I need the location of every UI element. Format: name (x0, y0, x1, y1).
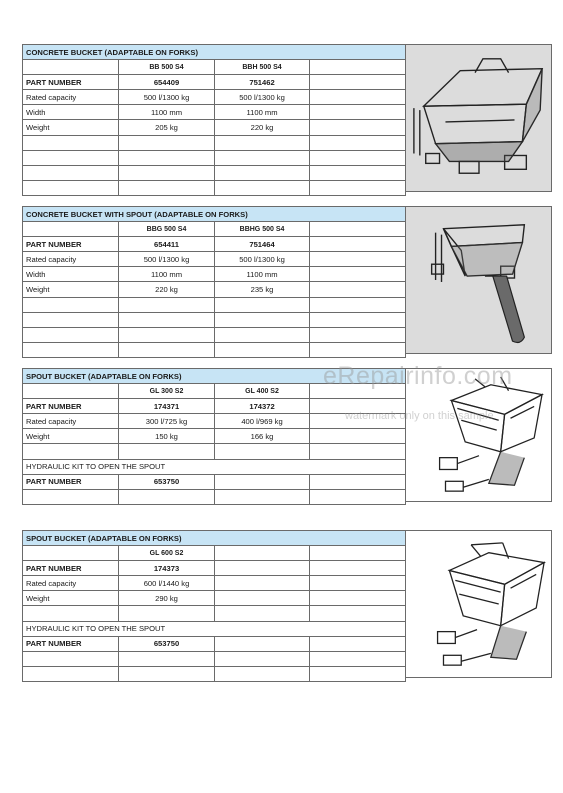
watermark-subtext: watermark only on this sample (345, 410, 494, 422)
model-name: BBG 500 S4 (119, 222, 215, 237)
section-title: SPOUT BUCKET (ADAPTABLE ON FORKS) (23, 369, 310, 384)
cell-value: 600 l/1440 kg (119, 576, 215, 591)
kit-part-number: 653750 (119, 474, 215, 489)
part-number: 654411 (119, 237, 215, 252)
part-number-label: PART NUMBER (23, 399, 119, 414)
cell-value: 220 kg (215, 120, 310, 135)
large-spout-bucket-drawing (406, 531, 551, 677)
section-title: SPOUT BUCKET (ADAPTABLE ON FORKS) (23, 531, 310, 546)
watermark-text: eRepairinfo.com (323, 362, 513, 390)
section-concrete-bucket-with-spout (22, 206, 552, 354)
section-large-spout-bucket (22, 530, 552, 678)
part-number-label: PART NUMBER (23, 561, 119, 576)
cell-value: 1100 mm (119, 267, 215, 282)
hydraulic-kit-label: HYDRAULIC KIT TO OPEN THE SPOUT (23, 459, 406, 474)
row-label: Width (23, 267, 119, 282)
model-name: GL 400 S2 (215, 384, 310, 399)
section-title: CONCRETE BUCKET WITH SPOUT (ADAPTABLE ON FORKS) (23, 207, 310, 222)
cell-value: 235 kg (215, 282, 310, 297)
cell-value: 150 kg (119, 429, 215, 444)
model-name: BBHG 500 S4 (215, 222, 310, 237)
concrete-bucket-drawing (406, 45, 551, 191)
section-concrete-bucket (22, 44, 552, 192)
cell-value: 220 kg (119, 282, 215, 297)
large-spout-bucket-image (405, 530, 552, 678)
row-label: Rated capacity (23, 414, 119, 429)
concrete-bucket-spout-drawing (406, 207, 551, 353)
spec-table (22, 206, 406, 358)
cell-value: 500 l/1300 kg (215, 252, 310, 267)
concrete-bucket-with-spout-image (405, 206, 552, 354)
model-name: GL 300 S2 (119, 384, 215, 399)
row-label: Weight (23, 120, 119, 135)
cell-value: 290 kg (119, 591, 215, 606)
cell-value: 500 l/1300 kg (215, 90, 310, 105)
cell-value: 500 l/1300 kg (119, 252, 215, 267)
row-label: Rated capacity (23, 90, 119, 105)
part-number-label: PART NUMBER (23, 237, 119, 252)
concrete-bucket-image (405, 44, 552, 192)
part-number: 654409 (119, 75, 215, 90)
spec-table (22, 530, 406, 682)
part-number: 174371 (119, 399, 215, 414)
cell-value: 166 kg (215, 429, 310, 444)
row-label: Rated capacity (23, 576, 119, 591)
kit-part-number: 653750 (119, 636, 215, 651)
cell-value: 1100 mm (215, 105, 310, 120)
row-label: Weight (23, 282, 119, 297)
cell-value: 1100 mm (119, 105, 215, 120)
cell-value: 300 l/725 kg (119, 414, 215, 429)
cell-value: 205 kg (119, 120, 215, 135)
model-name: BB 500 S4 (119, 60, 215, 75)
cell-value: 1100 mm (215, 267, 310, 282)
cell-value: 400 l/969 kg (215, 414, 310, 429)
section-title: CONCRETE BUCKET (ADAPTABLE ON FORKS) (23, 45, 310, 60)
row-label: Rated capacity (23, 252, 119, 267)
row-label: Width (23, 105, 119, 120)
part-number: 751462 (215, 75, 310, 90)
part-number-label: PART NUMBER (23, 636, 119, 651)
model-name: GL 600 S2 (119, 546, 215, 561)
cell-value: 500 l/1300 kg (119, 90, 215, 105)
row-label: Weight (23, 591, 119, 606)
part-number-label: PART NUMBER (23, 474, 119, 489)
part-number: 174372 (215, 399, 310, 414)
hydraulic-kit-label: HYDRAULIC KIT TO OPEN THE SPOUT (23, 621, 406, 636)
row-label: Weight (23, 429, 119, 444)
model-name: BBH 500 S4 (215, 60, 310, 75)
part-number: 174373 (119, 561, 215, 576)
spec-table (22, 44, 406, 196)
part-number: 751464 (215, 237, 310, 252)
part-number-label: PART NUMBER (23, 75, 119, 90)
